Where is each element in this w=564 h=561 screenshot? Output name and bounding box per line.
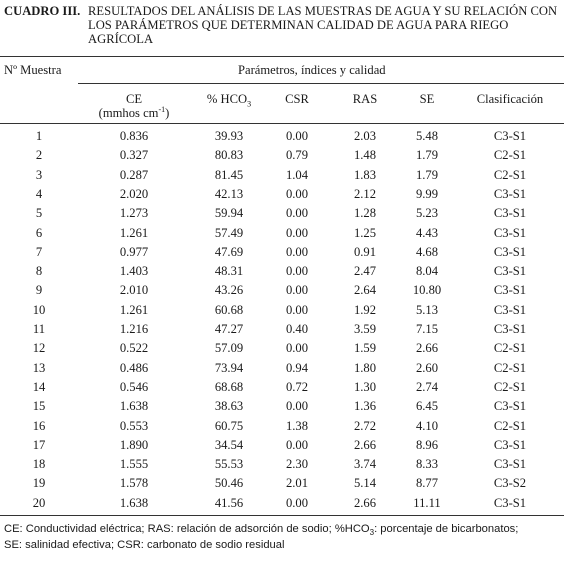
- caption-text: RESULTADOS DEL ANÁLISIS DE LAS MUESTRAS DE AGUA Y SU RELACIÓN CON LOS PARÁMETROS QUE DETERMINAN CALIDAD DE AGUA PARA RIEGO AGRÍCOLA: [88, 4, 558, 46]
- table-row: [0, 399, 564, 415]
- header-hco3-sub: 3: [247, 99, 252, 109]
- cell-hco3: 42.13: [214, 186, 244, 201]
- cell-se: 5.48: [415, 129, 439, 143]
- cell-csr: 0.94: [285, 360, 309, 375]
- cell-hco3: 47.69: [214, 244, 244, 259]
- cell-ce: 1.555: [119, 457, 149, 472]
- cell-clasificacion: C3-S1: [493, 302, 527, 317]
- cell-clasificacion: C3-S1: [493, 437, 527, 452]
- cell-muestra: 2: [35, 148, 43, 163]
- cell-ras: 1.30: [353, 379, 377, 394]
- cell-ras: 3.74: [353, 457, 377, 472]
- cell-hco3: 60.75: [214, 418, 244, 433]
- table-row: [0, 303, 564, 319]
- cell-clasificacion: C2-S1: [493, 379, 527, 394]
- cell-hco3: 43.26: [214, 283, 244, 298]
- table-footnote: [4, 521, 560, 553]
- header-se: SE: [419, 92, 435, 106]
- cell-se: 9.99: [415, 186, 439, 201]
- footnote-line1a: CE: Conductividad eléctrica; RAS: relación de adsorción de sodio; %HCO: [4, 523, 370, 535]
- cell-muestra: 19: [32, 476, 46, 491]
- table-row: [0, 496, 564, 512]
- cell-muestra: 10: [32, 302, 46, 317]
- cell-ce: 1.273: [119, 206, 149, 221]
- cell-ras: 1.48: [353, 148, 377, 163]
- header-ce: [86, 92, 182, 120]
- cell-ce: 0.522: [119, 341, 149, 356]
- cell-ce: 1.638: [119, 495, 149, 510]
- header-ce-sup: -1: [158, 104, 166, 114]
- cell-clasificacion: C3-S1: [493, 322, 527, 336]
- table-row: [0, 283, 564, 299]
- header-bottom-rule: [0, 123, 564, 124]
- cell-se: 8.77: [415, 476, 439, 491]
- cell-clasificacion: C3-S1: [493, 225, 527, 240]
- top-rule: [0, 56, 564, 57]
- cell-ras: 2.66: [353, 437, 377, 452]
- table-row: [0, 206, 564, 222]
- cell-hco3: 81.45: [214, 167, 244, 182]
- cell-se: 2.66: [415, 341, 439, 356]
- cell-clasificacion: C2-S1: [493, 148, 527, 163]
- cell-ras: 1.80: [353, 360, 377, 375]
- cell-csr: 0.72: [285, 379, 309, 394]
- cell-csr: 0.00: [285, 186, 309, 201]
- cell-csr: 0.00: [285, 129, 309, 143]
- cell-ras: 2.03: [353, 129, 377, 143]
- table-row: [0, 457, 564, 473]
- cell-ce: 0.546: [119, 379, 149, 394]
- cell-ras: 2.72: [353, 418, 377, 433]
- table-row: [0, 187, 564, 203]
- table-row: [0, 129, 564, 145]
- cell-hco3: 57.49: [214, 225, 244, 240]
- cell-csr: 0.00: [285, 341, 309, 356]
- cell-clasificacion: C3-S1: [493, 129, 527, 143]
- cell-ras: 2.12: [353, 186, 377, 201]
- cell-muestra: 6: [35, 225, 43, 240]
- cell-hco3: 57.09: [214, 341, 244, 356]
- table-row: [0, 341, 564, 357]
- cell-hco3: 80.83: [214, 148, 244, 163]
- cell-ce: 0.486: [119, 360, 149, 375]
- cell-muestra: 14: [32, 379, 46, 394]
- cell-clasificacion: C3-S1: [493, 283, 527, 298]
- cell-clasificacion: C3-S1: [493, 264, 527, 279]
- footnote-line1-sub: 3: [369, 528, 375, 538]
- header-hco3: [192, 92, 266, 109]
- cell-hco3: 39.93: [214, 129, 244, 143]
- cell-clasificacion: C2-S1: [493, 341, 527, 356]
- header-group: Parámetros, índices y calidad: [238, 63, 386, 77]
- table-caption: [4, 4, 560, 46]
- cell-clasificacion: C3-S1: [493, 399, 527, 414]
- cell-hco3: 55.53: [214, 457, 244, 472]
- footnote-line1b: : porcentaje de bicarbonatos;: [374, 523, 519, 535]
- cell-csr: 1.04: [285, 167, 309, 182]
- cell-ras: 2.47: [353, 264, 377, 279]
- cell-ras: 1.59: [353, 341, 377, 356]
- cell-muestra: 16: [32, 418, 46, 433]
- cell-ras: 1.25: [353, 225, 377, 240]
- cell-csr: 0.00: [285, 264, 309, 279]
- cell-se: 4.68: [415, 244, 439, 259]
- cell-csr: 0.00: [285, 225, 309, 240]
- cell-se: 5.13: [415, 302, 439, 317]
- footnote-line2: SE: salinidad efectiva; CSR: carbonato de sodio residual: [4, 539, 285, 551]
- cell-ras: 2.66: [353, 495, 377, 510]
- cell-muestra: 5: [35, 206, 43, 221]
- cell-muestra: 11: [32, 322, 46, 336]
- cell-ce: 1.890: [119, 437, 149, 452]
- cell-muestra: 7: [35, 244, 43, 259]
- cell-csr: 0.00: [285, 244, 309, 259]
- table-row: [0, 226, 564, 242]
- table-row: [0, 148, 564, 164]
- cell-ce: 1.261: [119, 225, 149, 240]
- cell-csr: 0.00: [285, 495, 309, 510]
- header-ce-close: ): [165, 106, 170, 120]
- cell-ce: 1.403: [119, 264, 149, 279]
- cell-ras: 1.83: [353, 167, 377, 182]
- cell-clasificacion: C2-S1: [493, 418, 527, 433]
- cell-ce: 0.553: [119, 418, 149, 433]
- cell-csr: 0.40: [285, 322, 309, 336]
- cell-hco3: 68.68: [214, 379, 244, 394]
- cell-se: 1.79: [415, 148, 439, 163]
- cell-hco3: 73.94: [214, 360, 244, 375]
- cell-se: 6.45: [415, 399, 439, 414]
- cell-hco3: 50.46: [214, 476, 244, 491]
- header-ce-line1: CE: [125, 92, 143, 106]
- cell-csr: 0.00: [285, 283, 309, 298]
- table-row: [0, 438, 564, 454]
- cell-se: 5.23: [415, 206, 439, 221]
- cell-se: 8.33: [415, 457, 439, 472]
- cell-ce: 0.836: [119, 129, 149, 143]
- cell-se: 4.10: [415, 418, 439, 433]
- table-row: [0, 476, 564, 492]
- cell-se: 8.04: [415, 264, 439, 279]
- table-row: [0, 264, 564, 280]
- cell-clasificacion: C3-S1: [493, 244, 527, 259]
- cell-hco3: 38.63: [214, 399, 244, 414]
- cell-muestra: 17: [32, 437, 46, 452]
- cell-muestra: 13: [32, 360, 46, 375]
- cell-ce: 2.020: [119, 186, 149, 201]
- cell-ce: 0.977: [119, 244, 149, 259]
- cell-ce: 2.010: [119, 283, 149, 298]
- cell-csr: 0.00: [285, 437, 309, 452]
- cell-ce: 0.327: [119, 148, 149, 163]
- cell-se: 1.79: [415, 167, 439, 182]
- header-ras: RAS: [352, 92, 378, 106]
- cell-muestra: 8: [35, 264, 43, 279]
- cell-hco3: 47.27: [214, 322, 244, 336]
- cell-clasificacion: C3-S2: [493, 476, 527, 491]
- cell-clasificacion: C3-S1: [493, 457, 527, 472]
- cell-clasificacion: C2-S1: [493, 360, 527, 375]
- table-bottom-rule: [0, 515, 564, 516]
- cell-se: 10.80: [412, 283, 442, 298]
- header-ce-line2: (mmhos cm: [98, 106, 159, 120]
- cell-hco3: 60.68: [214, 302, 244, 317]
- header-hco3-prefix: % HCO: [206, 92, 248, 106]
- cell-csr: 2.01: [285, 476, 309, 491]
- table-row: [0, 380, 564, 396]
- cell-muestra: 15: [32, 399, 46, 414]
- cell-ras: 3.59: [353, 322, 377, 336]
- cell-ras: 5.14: [353, 476, 377, 491]
- table-row: [0, 322, 564, 338]
- cell-clasificacion: C3-S1: [493, 495, 527, 510]
- cell-se: 11.11: [413, 495, 441, 510]
- cell-hco3: 59.94: [214, 206, 244, 221]
- cell-ras: 0.91: [353, 244, 377, 259]
- cell-ce: 1.638: [119, 399, 149, 414]
- cell-clasificacion: C3-S1: [493, 186, 527, 201]
- group-rule: [78, 83, 564, 84]
- cell-muestra: 9: [35, 283, 43, 298]
- cell-muestra: 18: [32, 457, 46, 472]
- cell-muestra: 4: [35, 186, 43, 201]
- cell-csr: 0.00: [285, 399, 309, 414]
- cell-hco3: 48.31: [214, 264, 244, 279]
- cell-csr: 0.79: [285, 148, 309, 163]
- cell-csr: 1.38: [285, 418, 309, 433]
- cell-ras: 1.28: [353, 206, 377, 221]
- cell-se: 7.15: [415, 322, 439, 336]
- header-clasificacion: Clasificación: [476, 92, 544, 106]
- cell-ce: 1.261: [119, 302, 149, 317]
- table-row: [0, 245, 564, 261]
- cell-csr: 0.00: [285, 302, 309, 317]
- cell-muestra: 1: [35, 129, 43, 143]
- cell-clasificacion: C2-S1: [493, 167, 527, 182]
- cell-hco3: 41.56: [214, 495, 244, 510]
- cell-se: 8.96: [415, 437, 439, 452]
- cell-se: 4.43: [415, 225, 439, 240]
- cell-muestra: 3: [35, 167, 43, 182]
- cell-muestra: 12: [32, 341, 46, 356]
- cell-se: 2.74: [415, 379, 439, 394]
- header-muestra: Nº Muestra: [4, 63, 62, 77]
- cell-ras: 1.92: [353, 302, 377, 317]
- table-row: [0, 361, 564, 377]
- cell-csr: 0.00: [285, 206, 309, 221]
- cell-hco3: 34.54: [214, 437, 244, 452]
- cell-ce: 0.287: [119, 167, 149, 182]
- caption-label: CUADRO III.: [4, 4, 81, 18]
- cell-ras: 2.64: [353, 283, 377, 298]
- cell-se: 2.60: [415, 360, 439, 375]
- cell-ce: 1.578: [119, 476, 149, 491]
- table-row: [0, 419, 564, 435]
- cell-ras: 1.36: [353, 399, 377, 414]
- table-row: [0, 168, 564, 184]
- cell-ce: 1.216: [119, 322, 149, 336]
- header-csr: CSR: [285, 92, 309, 106]
- cell-clasificacion: C3-S1: [493, 206, 527, 221]
- cell-muestra: 20: [32, 495, 46, 510]
- cell-csr: 2.30: [285, 457, 309, 472]
